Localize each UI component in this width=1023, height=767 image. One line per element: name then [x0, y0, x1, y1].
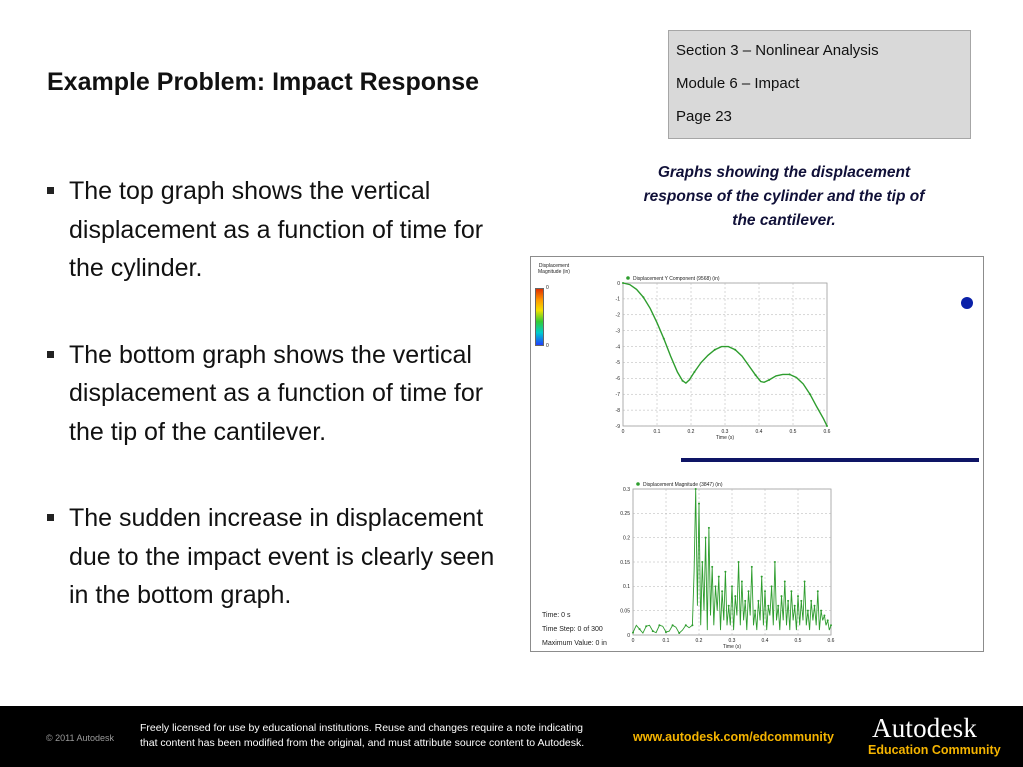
data-point: [701, 561, 703, 563]
data-point: [748, 590, 750, 592]
data-point: [693, 371, 695, 373]
x-tick-label: 0: [621, 429, 625, 435]
data-point: [645, 625, 647, 627]
module-label: Module 6 – Impact: [676, 75, 800, 92]
data-point: [658, 624, 660, 626]
x-axis-label: Time (s): [722, 644, 742, 650]
copyright-text: © 2011 Autodesk: [46, 733, 115, 743]
bullet-marker: [47, 514, 54, 521]
data-point: [734, 349, 736, 351]
x-tick-label: 0.3: [728, 638, 736, 644]
data-point: [790, 590, 792, 592]
section-label: Section 3 – Nonlinear Analysis: [676, 42, 879, 59]
legend-marker: [636, 482, 640, 486]
data-point: [734, 595, 736, 597]
cantilever-displacement-chart: [601, 479, 851, 651]
bullet-item: [47, 172, 517, 288]
stat-maximum-value: Maximum Value: 0 in: [542, 640, 607, 647]
data-point: [632, 632, 634, 634]
slide-title: Example Problem: Impact Response: [47, 68, 480, 96]
legend-label: Displacement Magnitude (3847) (in): [643, 481, 723, 488]
data-point: [830, 624, 832, 626]
data-point: [705, 537, 707, 539]
cylinder-shape: [961, 297, 973, 309]
data-point: [781, 595, 783, 597]
license-text: [140, 721, 584, 751]
data-point: [622, 282, 624, 284]
data-point: [642, 296, 644, 298]
license-line: Freely licensed for use by educational institutions. Reuse and changes require a note indicating: [140, 722, 584, 734]
data-point: [826, 425, 828, 427]
x-tick-label: 0.4: [761, 638, 769, 644]
legend-label: Displacement Y Component (9568) (in): [633, 275, 720, 282]
data-point: [789, 373, 791, 375]
y-tick-label: -3: [615, 328, 620, 335]
data-point: [817, 590, 819, 592]
education-community-label: Education Community: [868, 743, 1001, 757]
y-tick-label: 0.3: [623, 486, 630, 493]
cantilever-beam: [681, 458, 979, 462]
data-point: [741, 580, 743, 582]
y-tick-label: 0: [617, 280, 620, 287]
data-point: [715, 585, 717, 587]
data-point: [708, 527, 710, 529]
data-point: [724, 571, 726, 573]
data-point: [711, 566, 713, 568]
colorbar-min-label: 0: [546, 343, 549, 349]
legend-title: Displacement Magnitude (in): [538, 263, 570, 275]
data-point: [755, 374, 757, 376]
data-point: [665, 631, 667, 633]
data-point: [685, 624, 687, 626]
y-tick-label: 0.2: [623, 535, 630, 542]
figure-caption: Graphs showing the displacement response of the cylinder and the tip of the cantilever.: [643, 164, 925, 229]
x-axis-label: Time (s): [715, 435, 735, 441]
colorbar-max-label: 0: [546, 285, 549, 291]
bullet-marker: [47, 351, 54, 358]
data-point: [761, 576, 763, 578]
data-point: [744, 600, 746, 602]
bullet-text: The top graph shows the vertical displacement as a function of time for the cylinder.: [69, 177, 484, 282]
bullet-text: The sudden increase in displacement due to the impact event is clearly seen in the bottom graph.: [69, 504, 495, 609]
y-tick-label: -8: [615, 407, 620, 414]
license-line: that content has been modified from the original, and must attribute source content to Autodesk.: [140, 737, 585, 749]
data-point: [728, 605, 730, 607]
y-tick-label: 0.25: [620, 511, 630, 518]
data-point: [809, 393, 811, 395]
data-point: [823, 615, 825, 617]
colorbar: [535, 288, 544, 346]
bullet-item: [47, 499, 517, 615]
data-point: [771, 585, 773, 587]
data-point: [695, 488, 697, 490]
data-point: [652, 630, 654, 632]
data-point: [797, 595, 799, 597]
x-tick-label: 0.6: [827, 638, 835, 644]
data-point: [787, 600, 789, 602]
data-point: [718, 576, 720, 578]
bullet-list: [47, 172, 517, 663]
data-point: [663, 338, 665, 340]
y-tick-label: 0.15: [620, 559, 630, 566]
data-point: [820, 610, 822, 612]
y-tick-label: -7: [615, 392, 620, 399]
data-point: [777, 605, 779, 607]
legend-marker: [626, 276, 630, 280]
data-point: [794, 605, 796, 607]
bullet-text: The bottom graph shows the vertical displacement as a function of time for the tip of the cantilever.: [69, 340, 484, 446]
community-link[interactable]: www.autodesk.com/edcommunity: [633, 730, 834, 744]
x-tick-label: 0.6: [823, 429, 831, 435]
y-tick-label: -2: [615, 312, 620, 319]
data-point: [768, 379, 770, 381]
footer-bar: [0, 706, 1023, 767]
section-info-box: [668, 30, 971, 139]
x-tick-label: 0: [631, 638, 635, 644]
y-tick-label: -9: [615, 423, 620, 430]
data-point: [757, 600, 759, 602]
data-point: [698, 503, 700, 505]
x-tick-label: 0.2: [695, 638, 703, 644]
data-point: [751, 566, 753, 568]
data-point: [784, 580, 786, 582]
x-tick-label: 0.5: [794, 638, 802, 644]
data-point: [714, 349, 716, 351]
bullet-marker: [47, 187, 54, 194]
x-tick-label: 0.5: [789, 429, 797, 435]
page-label: Page 23: [676, 108, 732, 125]
y-tick-label: 0.05: [620, 608, 630, 615]
bullet-item: [47, 336, 517, 452]
y-tick-label: 0: [627, 632, 630, 639]
x-tick-label: 0.4: [755, 429, 763, 435]
data-point: [764, 590, 766, 592]
data-point: [691, 624, 693, 626]
autodesk-logo: Autodesk: [872, 713, 978, 743]
data-point: [682, 380, 684, 382]
x-tick-label: 0.1: [662, 638, 670, 644]
data-point: [678, 632, 680, 634]
data-point: [754, 610, 756, 612]
data-point: [639, 628, 641, 630]
x-tick-label: 0.3: [721, 429, 729, 435]
stat-time-step: Time Step: 0 of 300: [542, 626, 603, 633]
x-tick-label: 0.2: [687, 429, 695, 435]
y-tick-label: -6: [615, 376, 620, 383]
stat-time: Time: 0 s: [542, 612, 571, 619]
data-point: [721, 590, 723, 592]
y-tick-label: -5: [615, 360, 620, 367]
data-point: [800, 600, 802, 602]
data-point: [767, 605, 769, 607]
data-point: [814, 605, 816, 607]
x-tick-label: 0.1: [653, 429, 661, 435]
data-point: [827, 619, 829, 621]
data-point: [774, 561, 776, 563]
data-point: [807, 610, 809, 612]
y-tick-label: 0.1: [623, 584, 630, 591]
data-point: [731, 585, 733, 587]
simulation-screenshot: [530, 256, 984, 652]
data-point: [738, 561, 740, 563]
y-tick-label: -1: [615, 296, 620, 303]
cylinder-displacement-chart: [591, 273, 847, 449]
data-point: [804, 580, 806, 582]
y-tick-label: -4: [615, 344, 620, 351]
data-point: [672, 624, 674, 626]
data-point: [810, 600, 812, 602]
